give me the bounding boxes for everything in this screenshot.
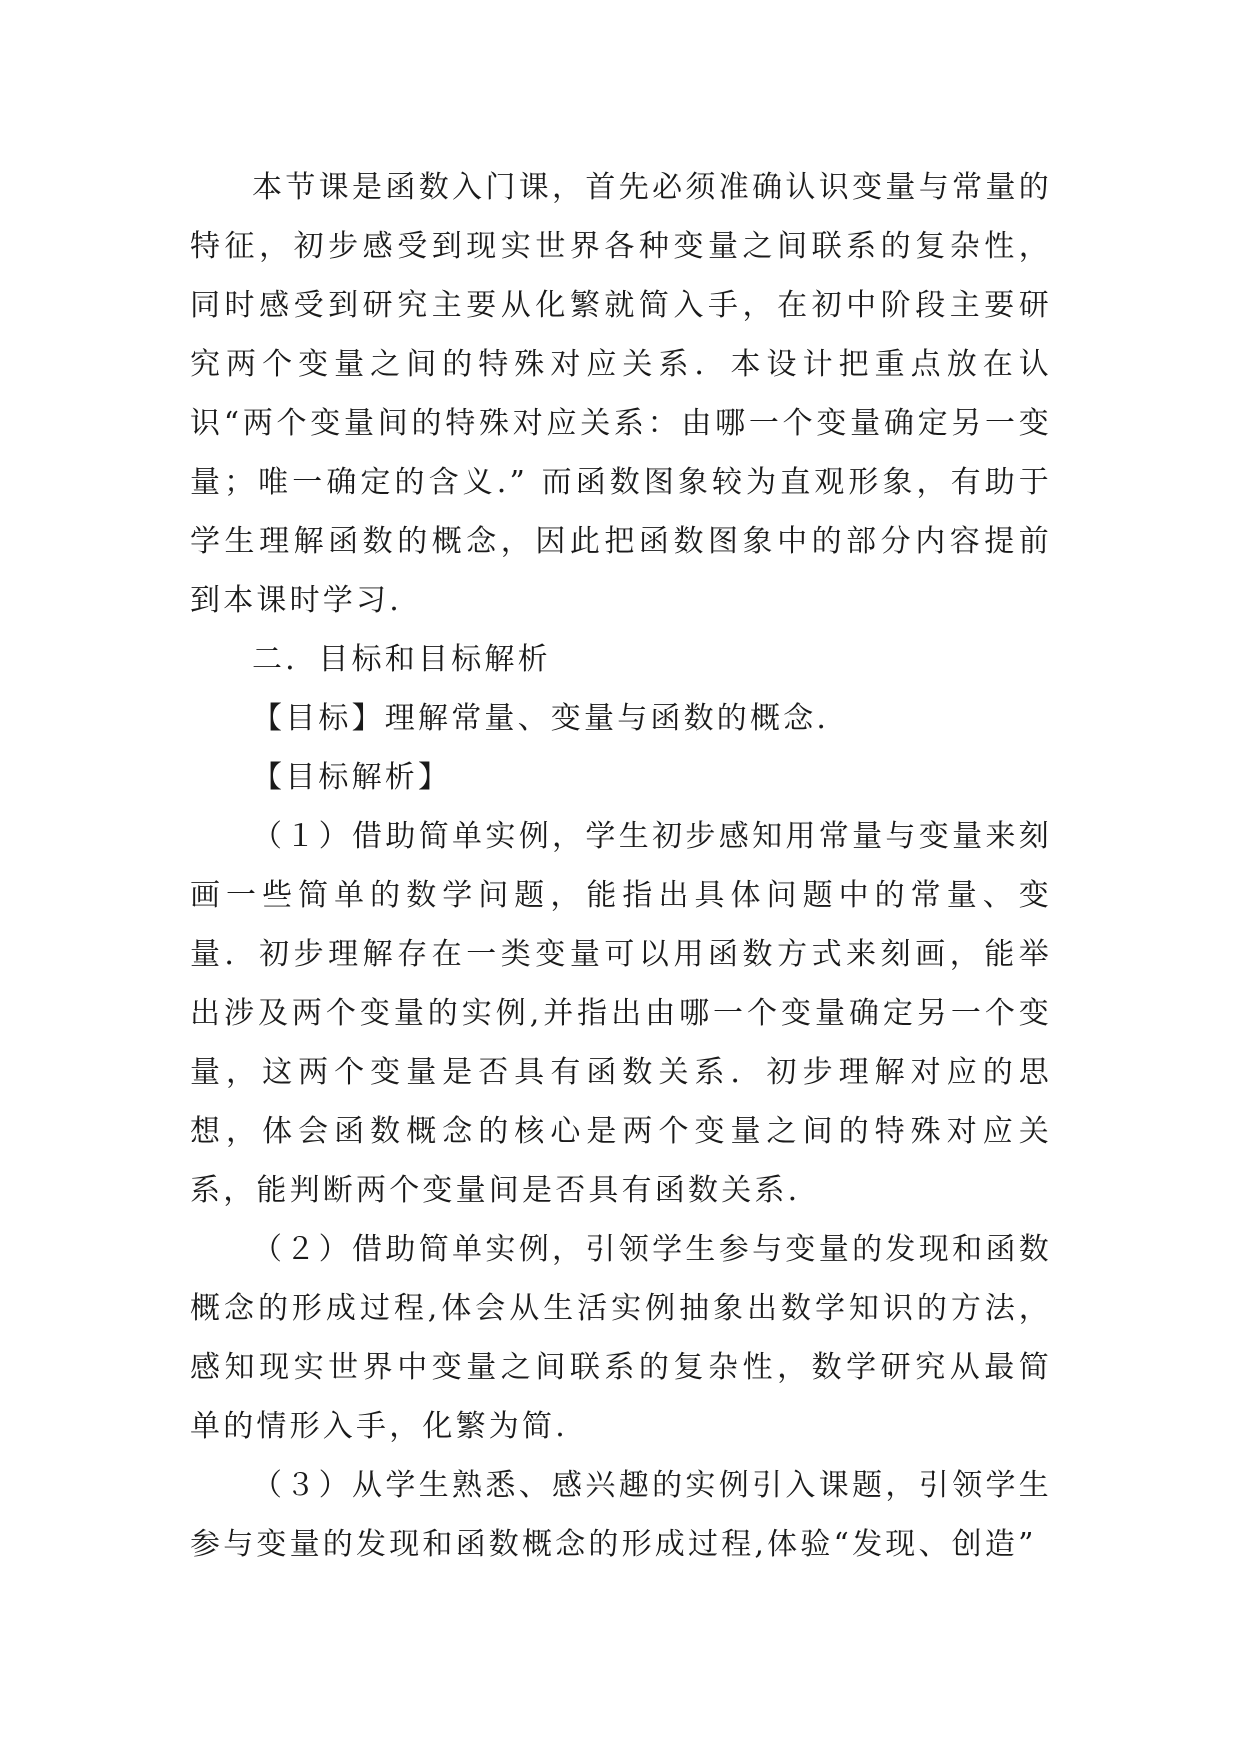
paragraph-goal: 【目标】理解常量、变量与函数的概念. [252, 701, 830, 736]
paragraph-analysis-item-1: （１）借助简单实例，学生初步感知用常量与变量来刻画一些简单的数学问题，能指出具体问题中的常量、变量．初步理解存在一类变量可以用函数方式来刻画，能举出涉及两个变量的实例,并指出由哪一个变量确定另一个变量，这两个变量是否具有函数关系．初步理解对应的思想，体会函数概念的核心是两个变量之间的特殊对应关系，能判断两个变量间是否具有函数关系. [190, 819, 1052, 1208]
document-body [190, 158, 1052, 1574]
paragraph-analysis-item-3: （３）从学生熟悉、感兴趣的实例引入课题，引领学生参与变量的发现和函数概念的形成过程,体验“发现、创造” [190, 1468, 1052, 1562]
paragraph-introduction: 本节课是函数入门课，首先必须准确认识变量与常量的特征，初步感受到现实世界各种变量之间联系的复杂性，同时感受到研究主要从化繁就简入手，在初中阶段主要研究两个变量之间的特殊对应关系．本设计把重点放在认识“两个变量间的特殊对应关系：由哪一个变量确定另一变量；唯一确定的含义.” 而函数图象较为直观形象，有助于学生理解函数的概念，因此把函数图象中的部分内容提前到本课时学习. [190, 170, 1052, 618]
paragraph-goal-analysis-heading: 【目标解析】 [252, 760, 452, 795]
section-heading-goals: 二．目标和目标解析 [252, 642, 551, 677]
paragraph-analysis-item-2: （２）借助简单实例，引领学生参与变量的发现和函数概念的形成过程,体会从生活实例抽象出数学知识的方法，感知现实世界中变量之间联系的复杂性，数学研究从最简单的情形入手，化繁为简. [190, 1232, 1052, 1444]
